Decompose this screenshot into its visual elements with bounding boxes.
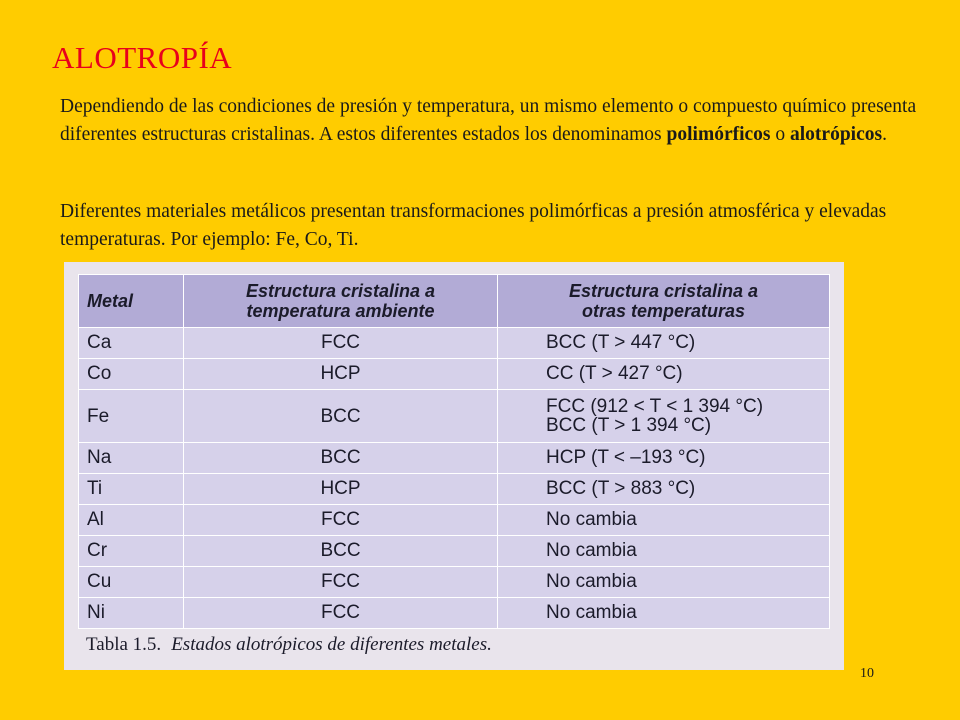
header-ambiente-text: Estructura cristalina a temperatura ambiente	[245, 281, 436, 321]
caption-label: Tabla 1.5.	[86, 634, 162, 655]
cell-otras: BCC (T > 883 °C)	[498, 474, 830, 505]
cell-otras: No cambia	[498, 505, 830, 536]
cell-metal: Fe	[79, 390, 184, 443]
page-title: ALOTROPÍA	[52, 40, 233, 75]
caption-text: Estados alotrópicos de diferentes metales.	[171, 634, 492, 655]
table-row	[79, 567, 830, 598]
cell-otras: HCP (T < –193 °C)	[498, 443, 830, 474]
cell-otras-line2: BCC (T > 1 394 °C)	[546, 415, 712, 436]
intro-text-before: Dependiendo de las condiciones de presión y temperatura, un mismo elemento o compuesto químico presenta diferentes estructuras cristalinas. A estos diferentes estados los denominamos	[60, 96, 917, 145]
header-otras	[498, 275, 830, 328]
cell-ambiente: BCC	[184, 536, 498, 567]
allotropy-table	[78, 274, 830, 629]
cell-metal: Cu	[79, 567, 184, 598]
table-row	[79, 328, 830, 359]
cell-ambiente: HCP	[184, 474, 498, 505]
table-row	[79, 443, 830, 474]
bold-term-alotropicos: alotrópicos	[790, 124, 883, 145]
table-caption	[86, 634, 492, 656]
header-metal: Metal	[79, 275, 184, 328]
cell-otras	[498, 390, 830, 443]
intro-text-middle: o	[770, 124, 791, 145]
header-ambiente	[184, 275, 498, 328]
table-row	[79, 598, 830, 629]
cell-ambiente: FCC	[184, 598, 498, 629]
cell-metal: Co	[79, 359, 184, 390]
table-figure	[64, 262, 844, 670]
cell-ambiente: FCC	[184, 567, 498, 598]
cell-otras: No cambia	[498, 598, 830, 629]
cell-metal: Na	[79, 443, 184, 474]
table-row	[79, 474, 830, 505]
cell-ambiente: FCC	[184, 328, 498, 359]
cell-ambiente: BCC	[184, 390, 498, 443]
header-otras-text: Estructura cristalina a otras temperaturas	[568, 281, 759, 321]
cell-otras: BCC (T > 447 °C)	[498, 328, 830, 359]
cell-metal: Ca	[79, 328, 184, 359]
table-header-row	[79, 275, 830, 328]
table-row	[79, 505, 830, 536]
cell-ambiente: BCC	[184, 443, 498, 474]
cell-ambiente: FCC	[184, 505, 498, 536]
bold-term-polimorficos: polimórficos	[666, 124, 771, 145]
cell-metal: Ni	[79, 598, 184, 629]
page-number: 10	[860, 666, 874, 681]
table-row	[79, 536, 830, 567]
cell-otras: No cambia	[498, 567, 830, 598]
cell-otras: No cambia	[498, 536, 830, 567]
table-row	[79, 390, 830, 443]
cell-metal: Cr	[79, 536, 184, 567]
intro-paragraph	[60, 93, 930, 149]
cell-metal: Ti	[79, 474, 184, 505]
examples-paragraph: Diferentes materiales metálicos presentan transformaciones polimórficas a presión atmosférica y elevadas temperaturas. Por ejemplo: Fe, Co, Ti.	[60, 201, 887, 250]
cell-metal: Al	[79, 505, 184, 536]
intro-text-after: .	[882, 124, 887, 145]
table-row	[79, 359, 830, 390]
cell-otras: CC (T > 427 °C)	[498, 359, 830, 390]
cell-otras-line1: FCC (912 < T < 1 394 °C)	[546, 396, 764, 417]
cell-ambiente: HCP	[184, 359, 498, 390]
